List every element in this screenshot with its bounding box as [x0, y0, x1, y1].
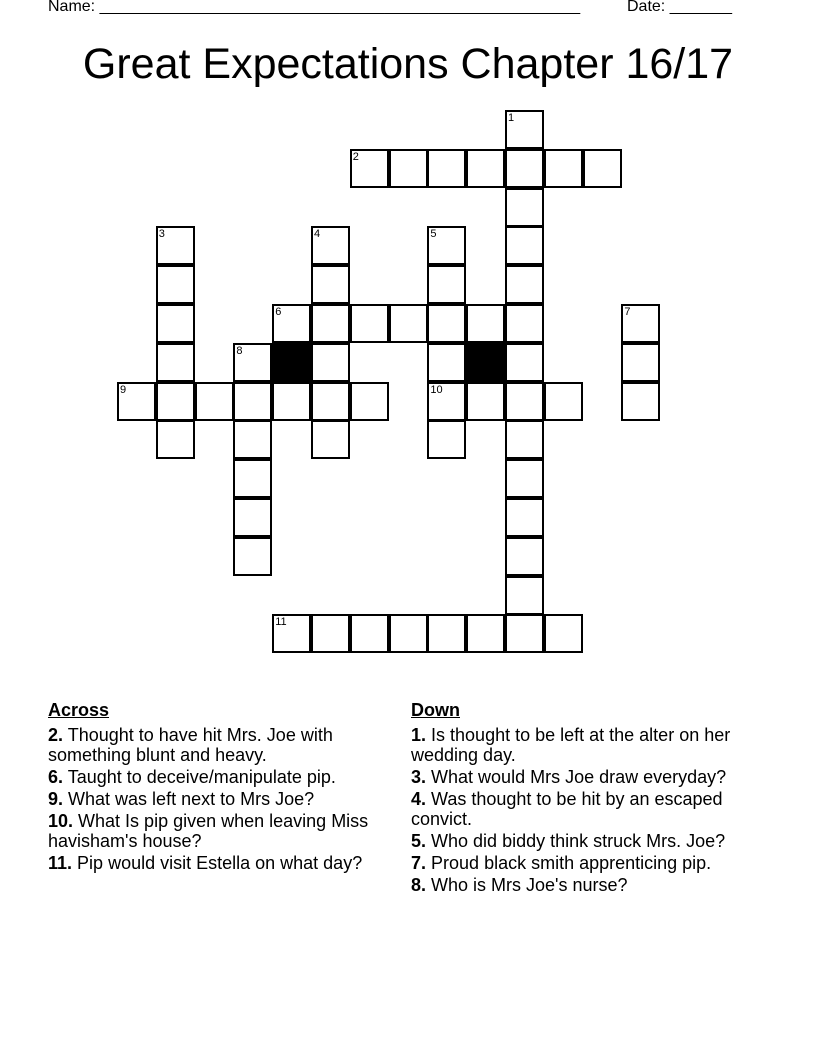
grid-cell[interactable]: [156, 420, 195, 459]
grid-cell[interactable]: [466, 382, 505, 421]
grid-cell[interactable]: [466, 304, 505, 343]
grid-cell[interactable]: [272, 614, 311, 653]
grid-cell[interactable]: [350, 149, 389, 188]
clue-number: 11.: [48, 853, 73, 873]
clue-across-2: [48, 725, 388, 765]
clue-down-1: [411, 725, 751, 765]
clue-number: 5.: [411, 831, 427, 851]
grid-cell[interactable]: [505, 459, 544, 498]
clue-text: What would Mrs Joe draw everyday?: [431, 767, 727, 787]
grid-cell[interactable]: [505, 420, 544, 459]
grid-cell[interactable]: [466, 614, 505, 653]
grid-cell[interactable]: [350, 382, 389, 421]
grid-cell[interactable]: [621, 304, 660, 343]
grid-cell[interactable]: [311, 226, 350, 265]
clue-down-7: [411, 853, 751, 873]
grid-cell[interactable]: [621, 382, 660, 421]
clue-number-label: 8: [236, 344, 243, 357]
grid-cell[interactable]: [505, 149, 544, 188]
clue-text: Who is Mrs Joe's nurse?: [431, 875, 628, 895]
grid-cell[interactable]: [117, 382, 156, 421]
page-title: Great Expectations Chapter 16/17: [82, 40, 734, 88]
grid-cell[interactable]: [505, 382, 544, 421]
clue-down-5: [411, 831, 751, 851]
grid-cell[interactable]: [350, 304, 389, 343]
grid-cell[interactable]: [505, 614, 544, 653]
grid-cell[interactable]: [195, 382, 234, 421]
across-heading: Across: [48, 700, 110, 720]
clue-number-label: 7: [624, 306, 631, 318]
clue-text: Proud black smith apprenticing pip.: [431, 853, 712, 873]
clue-down-4: [411, 789, 751, 829]
grid-cell[interactable]: [427, 382, 466, 421]
grid-cell[interactable]: [427, 149, 466, 188]
grid-cell[interactable]: [156, 382, 195, 421]
clue-down-3: [411, 767, 751, 787]
down-heading: Down: [411, 700, 460, 720]
clue-number-label: 5: [430, 228, 437, 241]
clue-across-10: [48, 811, 388, 851]
grid-cell[interactable]: [427, 420, 466, 459]
grid-cell[interactable]: [544, 614, 583, 653]
grid-cell[interactable]: [505, 537, 544, 576]
grid-cell[interactable]: [505, 188, 544, 227]
grid-cell[interactable]: [233, 537, 272, 576]
grid-cell[interactable]: [427, 343, 466, 382]
clue-number: 8.: [411, 875, 427, 895]
black-square: [272, 343, 311, 382]
grid-cell[interactable]: [505, 265, 544, 304]
clue-number-label: 9: [120, 383, 127, 396]
grid-cell[interactable]: [583, 149, 622, 188]
clue-text: What was left next to Mrs Joe?: [68, 789, 315, 809]
grid-cell[interactable]: [621, 343, 660, 382]
grid-cell[interactable]: [389, 614, 428, 653]
grid-cell[interactable]: [311, 614, 350, 653]
grid-cell[interactable]: [311, 304, 350, 343]
clue-number-label: 4: [314, 228, 321, 241]
clue-number-label: 10: [430, 383, 443, 396]
grid-cell[interactable]: [233, 382, 272, 421]
clue-number-label: 1: [508, 112, 515, 124]
down-clues: [411, 700, 751, 897]
clue-text: Is thought to be left at the alter on her wedding day.: [411, 725, 731, 765]
clue-text: What Is pip given when leaving Miss havisham's house?: [48, 811, 369, 851]
grid-cell[interactable]: [156, 265, 195, 304]
clue-number-label: 2: [352, 150, 359, 163]
grid-cell[interactable]: [505, 304, 544, 343]
clue-number: 10.: [48, 811, 74, 831]
grid-cell[interactable]: [272, 382, 311, 421]
black-square: [466, 343, 505, 382]
date-field: Date: _______: [627, 0, 732, 15]
grid-cell[interactable]: [389, 149, 428, 188]
grid-cell[interactable]: [156, 226, 195, 265]
grid-cell[interactable]: [233, 420, 272, 459]
clue-number: 6.: [48, 767, 64, 787]
clue-text: Taught to deceive/manipulate pip.: [67, 767, 336, 787]
grid-cell[interactable]: [505, 498, 544, 537]
grid-cell[interactable]: [505, 226, 544, 265]
clue-number-label: 11: [275, 616, 287, 629]
grid-cell[interactable]: [505, 110, 544, 149]
grid-cell[interactable]: [156, 304, 195, 343]
clue-number: 2.: [48, 725, 64, 745]
grid-cell[interactable]: [466, 149, 505, 188]
grid-cell[interactable]: [272, 304, 311, 343]
grid-cell[interactable]: [427, 265, 466, 304]
clue-text: Pip would visit Estella on what day?: [77, 853, 363, 873]
grid-cell[interactable]: [311, 382, 350, 421]
clue-text: Thought to have hit Mrs. Joe with something blunt and heavy.: [48, 725, 333, 765]
grid-cell[interactable]: [156, 343, 195, 382]
clue-across-6: [48, 767, 388, 787]
clue-text: Who did biddy think struck Mrs. Joe?: [431, 831, 726, 851]
grid-cell[interactable]: [544, 149, 583, 188]
grid-cell[interactable]: [311, 265, 350, 304]
clue-number-label: 3: [158, 228, 165, 241]
clue-number: 3.: [411, 767, 427, 787]
across-clues: [48, 700, 388, 875]
clue-number-label: 6: [275, 306, 282, 318]
clue-across-11: [48, 853, 388, 873]
grid-cell[interactable]: [427, 614, 466, 653]
grid-cell[interactable]: [427, 304, 466, 343]
clue-number: 1.: [411, 725, 427, 745]
grid-cell[interactable]: [311, 343, 350, 382]
name-field: Name: ______________________________________________________: [48, 0, 581, 15]
clue-number: 7.: [411, 853, 427, 873]
grid-cell[interactable]: [505, 576, 544, 615]
clue-text: Was thought to be hit by an escaped convict.: [411, 789, 723, 829]
clue-across-9: [48, 789, 388, 809]
grid-cell[interactable]: [427, 226, 466, 265]
grid-cell[interactable]: [233, 498, 272, 537]
grid-cell[interactable]: [544, 382, 583, 421]
grid-cell[interactable]: [350, 614, 389, 653]
grid-cell[interactable]: [233, 459, 272, 498]
grid-cell[interactable]: [505, 343, 544, 382]
grid-cell[interactable]: [389, 304, 428, 343]
grid-cell[interactable]: [233, 343, 272, 382]
clue-number: 4.: [411, 789, 427, 809]
clue-number: 9.: [48, 789, 64, 809]
grid-cell[interactable]: [311, 420, 350, 459]
clue-down-8: [411, 875, 751, 895]
